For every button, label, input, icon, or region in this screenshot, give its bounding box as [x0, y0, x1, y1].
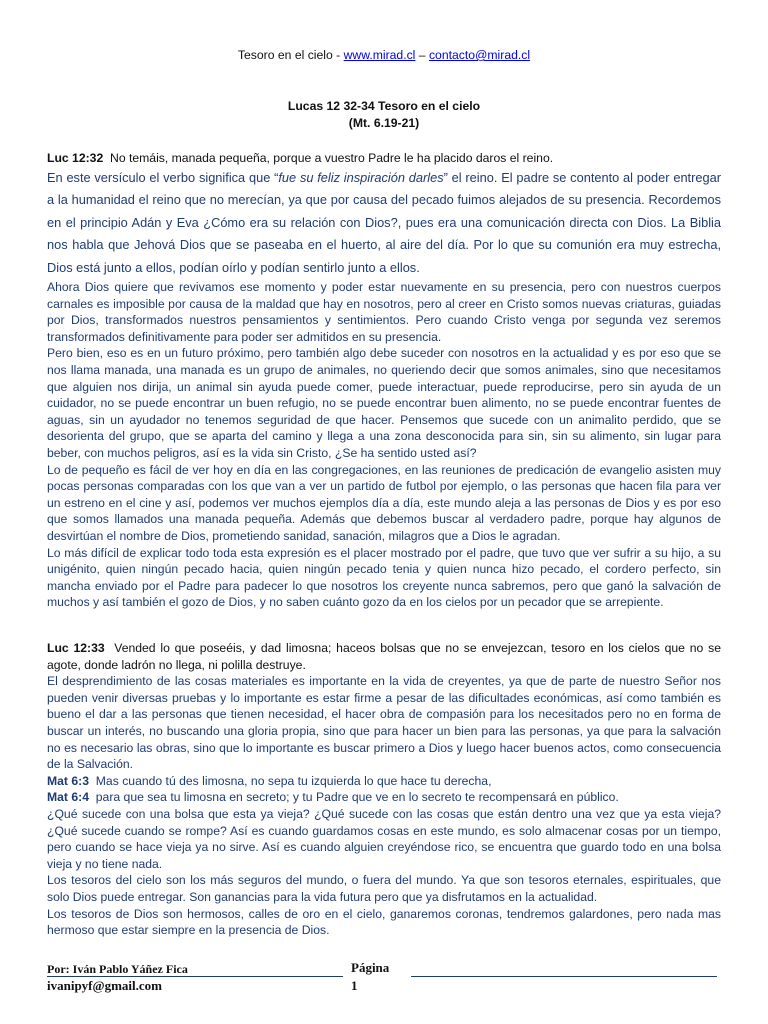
title-line-2: (Mt. 6.19-21) — [348, 116, 420, 130]
verse-line — [47, 150, 721, 167]
quote-text: fue su feliz inspiración darles — [278, 169, 444, 185]
paragraph: El desprendimiento de las cosas materiales es importante en la vida de creyentes, ya que de parte de nuestro Señor nos pueden venir diversas pruebas y lo importante es estar firme a pesar de las dificultades económicas, así como también es bueno el dar a las personas que tienen necesidad, el hacer obra de compasión para los necesitados pero no en forma de buscar un interés, no buscando una gloria propia, sino que para hacer un bien para las personas, ya que para la salvación no es necesario las obras, sino que lo importante es buscar primero a Dios y luego hacer buenos actos, como consecuencia de la Salvación. — [47, 674, 721, 772]
footer-page-label: Página — [351, 960, 390, 975]
document-title — [0, 98, 768, 132]
section-luc-12-32 — [47, 150, 721, 611]
footer-author: Por: Iván Pablo Yáñez Fica — [47, 962, 188, 976]
paragraph: Lo más difícil de explicar todo toda esta expresión es el placer mostrado por el padre, que tuvo que ver sufrir a su hijo, a su unigénito, quien ningún pecado hacia, quien ningún pecado tenia y quien nunca hizo pecado, el cordero perfecto, sin mancha enviado por el Padre para padecer lo que nosotros los creyente nunca sabremos, pero que ganó la salvación de muchos y así también el gozo de Dios, y no saben cuánto gozo da en los cielos por un pecador que se arrepiente. — [47, 545, 721, 610]
paragraph: ¿Qué sucede con una bolsa que esta ya vieja? ¿Qué sucede con las cosas que están dentro una vez que ya esta vieja? ¿Qué sucede cuando se rompe? Así es cuando guardamos cosas en este mundo, es solo almacenar cosas por un tiempo, pero cuando se hace vieja ya no sirve. Así es cuando alguien creyéndose rico, se encuentra que guardo todo en una bolsa vieja y no tiene nada. — [47, 806, 721, 871]
paragraph: Los tesoros del cielo son los más seguros del mundo, o fuera del mundo. Ya que son tesoros eternales, espirituales, que solo Dios puede entregar. Son ganancias para la vida futura pero que ya disfrutamos en la actualidad. — [47, 873, 721, 904]
paragraph: Los tesoros de Dios son hermosos, calles de oro en el cielo, ganaremos coronas, tendremos galardones, pero nada mas hermoso que estar siempre en la presencia de Dios. — [47, 906, 721, 938]
footer-email: ivanipyf@gmail.com — [47, 978, 163, 993]
footer-rule-right — [411, 976, 717, 977]
header-dash: – — [415, 48, 429, 62]
verse-text: para que sea tu limosna en secreto; y tu Padre que ve en lo secreto te recompensará en público. — [95, 790, 619, 805]
page-header — [0, 48, 768, 62]
header-prefix: Tesoro en el cielo - — [237, 48, 344, 62]
paragraph: Lo de pequeño es fácil de ver hoy en día en las congregaciones, en las reuniones de predicación de evangelio asisten muy pocas personas comparadas con los que van a ver un partido de futbol por ejemplo, o las personas que hacen fila para ver un estreno en el cine y así, podemos ver muchos ejemplos día a día, este mundo aleja a las personas de Dios y es por eso que somos llamados una manada pequeña. Además que debemos buscar al verdadero padre, porque hay algunos de desvirtúan el nombre de Dios, prometiendo sanidad, sanación, milagros que a Dios le agradan. — [47, 462, 721, 543]
paragraph — [47, 167, 721, 280]
page-footer — [47, 960, 727, 1000]
paragraph: Pero bien, eso es en un futuro próximo, pero también algo debe suceder con nosotros en la actualidad y es por eso que se nos llama manada, una manada es un grupo de animales, no queriendo decir que somos animales, sino que necesitamos que alguien nos dirija, un animal sin ayuda puede comer, puede interactuar, puede reproducirse, pero sin ayuda de un cuidador, no se puede encontrar un buen refugio, no se puede encontrar buen alimento, no se puede encontrar fuentes de aguas, sin un ayudador no tenemos seguridad de que hacer. Pensemos que sucede con un animalito perdido, que se desorienta del grupo, que se aparta del camino y llega a una zona desconocida para sin, sin su alimento, sin lugar para beber, con muchos peligros, así es la vida sin Cristo, ¿Se ha sentido usted así? — [47, 346, 721, 461]
mat-verse-line — [47, 773, 721, 790]
site-link[interactable]: www.mirad.cl — [343, 48, 416, 62]
verse-ref: Luc 12:32 — [47, 151, 104, 165]
paragraph-text: ” el reino. El padre se contento al poder entregar a la humanidad el reino que no merecían, ya que por causa del pecado fuimos alejados de su presencia. Recordemos en el principio Adán y Eva ¿Cómo era su relación con Dios?, pues era una comunicación directa con Dios. La Biblia nos habla que Jehová Dios que se paseaba en el huerto, al aire del día. Por lo que su comunión era muy estrecha, Dios está junto a ellos, podían oírlo y podían sentirlo junto a ellos. — [47, 169, 721, 275]
verse-text: Mas cuando tú des limosna, no sepa tu izquierda lo que hace tu derecha, — [95, 773, 492, 788]
footer-page-number: 1 — [351, 978, 358, 993]
verse-ref: Mat 6:4 — [47, 790, 89, 805]
paragraph: Ahora Dios quiere que revivamos ese momento y poder estar nuevamente en su presencia, pero con nuestros cuerpos carnales es imposible por causa de la maldad que hay en nosotros, pero al creer en Cristo somos nuevas criaturas, guiadas por Dios, transformados nuestros pensamientos y sentimientos. Pero cuando Cristo venga por segunda vez seremos transformados definitivamente para poder ser admitidos en su presencia. — [47, 280, 721, 344]
verse-line — [47, 640, 721, 673]
verse-ref: Mat 6:3 — [47, 773, 89, 788]
paragraph-text: En este versículo el verbo significa que “ — [47, 169, 279, 185]
verse-text: No temáis, manada pequeña, porque a vuestro Padre le ha placido daros el reino. — [110, 151, 554, 165]
verse-text: Vended lo que poseéis, y dad limosna; haceos bolsas que no se envejezcan, tesoro en los cielos que no se agote, donde ladrón no llega, ni polilla destruye. — [47, 641, 721, 672]
title-line-1: Lucas 12 32-34 Tesoro en el cielo — [287, 99, 481, 113]
section-luc-12-33 — [47, 640, 721, 939]
email-link[interactable]: contacto@mirad.cl — [428, 48, 531, 62]
verse-ref: Luc 12:33 — [47, 641, 105, 655]
mat-verse-line — [47, 789, 721, 806]
